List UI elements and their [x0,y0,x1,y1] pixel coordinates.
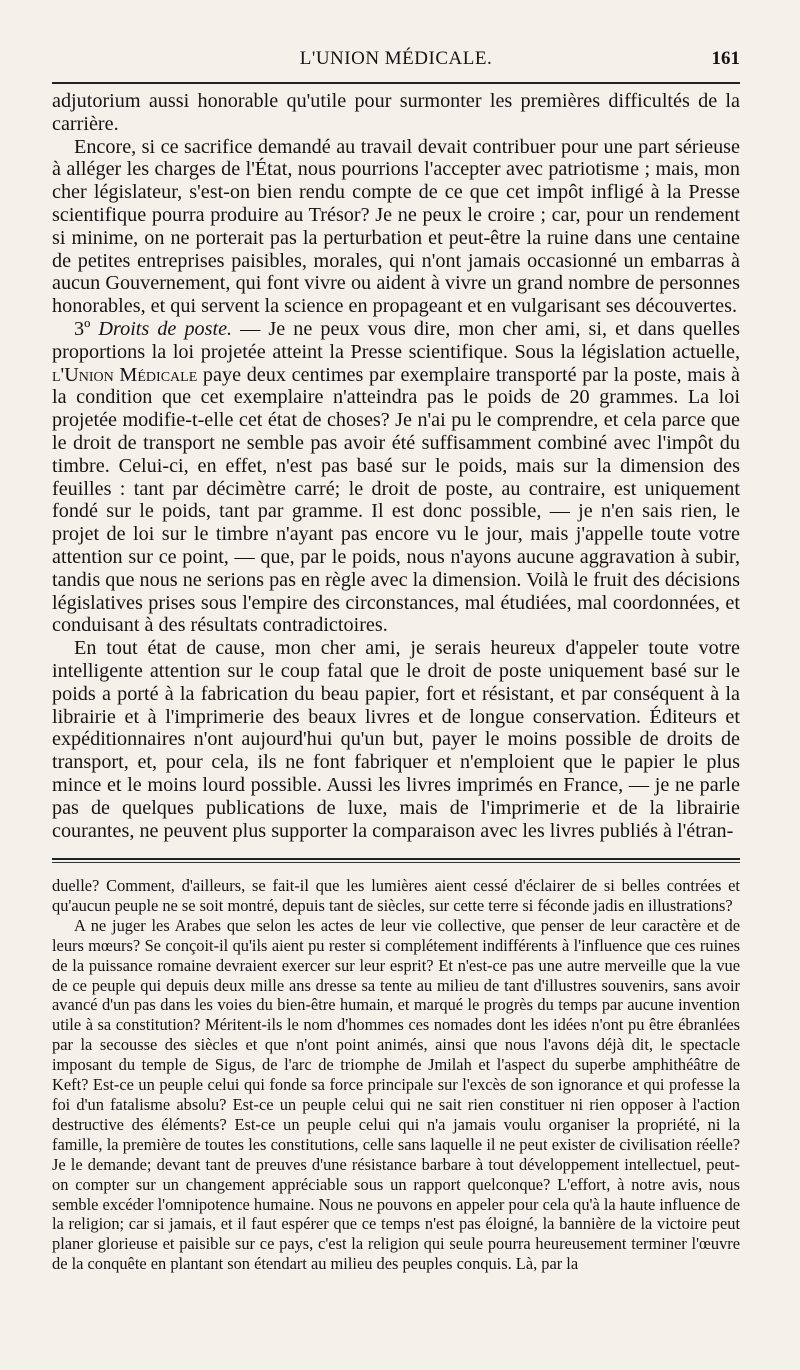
footnote-rule-thick [52,858,740,860]
section-number: 3º [74,317,91,340]
main-text [52,90,740,842]
journal-name: l'Union Médicale [52,363,198,386]
paragraph-3 [52,318,740,637]
footnote-paragraph-1: duelle? Comment, d'ailleurs, se fait-il que les lumières aient cessé d'éclairer de si belles contrées et qu'aucun peuple ne se soit montré, depuis tant de siècles, sur cette terre si féconde jadis en illustrations? [52,876,740,915]
section-heading: Droits de poste. [98,317,233,340]
running-title: L'UNION MÉDICALE. [299,48,493,69]
paragraph-3-part-a: — Je ne peux vous dire, mon cher ami, si, et dans quelles proportions la loi projetée atteint la Presse scientifique. Sous la législation actuelle, [52,317,740,363]
paragraph-3-part-b: paye deux centimes par exemplaire transporté par la poste, mais à la condition que cet exemplaire n'atteindra pas le poids de 20 grammes. La loi projetée modifie-t-elle cet état de choses? Je n'ai pu le comprendre, et cela parce que le droit de transport ne semble pas avoir été suffisamment combiné avec l'impôt du timbre. Celui-ci, en effet, n'est pas basé sur le poids, mais sur la dimension des feuilles : tant par décimètre carré; le droit de poste, au contraire, est uniquement fondé sur le poids, tant par gramme. Il est donc possible, — je n'en sais rien, le projet de loi sur le timbre n'ayant pas encore vu le jour, mais j'appelle toute votre attention sur ce point, — que, par le poids, nous n'ayons aucune aggravation à subir, tandis que nous ne serions pas en règle avec la dimension. Voilà le fruit des décisions législatives prises sous l'empire des circonstances, mal étudiées, mal coordonnées, et conduisant à des résultats contradictoires. [52,363,740,637]
paragraph-4: En tout état de cause, mon cher ami, je serais heureux d'appeler toute votre intelligente attention sur le coup fatal que le droit de poste uniquement basé sur le poids a porté à la fabrication du beau papier, fort et résistant, et par conséquent à la librairie et à l'imprimerie des beaux livres et de longue conservation. Éditeurs et expéditionnaires n'ont aujourd'hui qu'un but, payer le moins possible de droits de transport, et, pour cela, ils ne font fabriquer et n'emploient que le papier le plus mince et le moins lourd possible. Aussi les livres imprimés en France, — je ne parle pas de quelques publications de luxe, mais de l'imprimerie et de la librairie courantes, ne peuvent plus supporter la comparaison avec les livres publiés à l'étran- [52,637,740,842]
footnote-text [52,876,740,1274]
paragraph-1: adjutorium aussi honorable qu'utile pour surmonter les premières difficultés de la carrière. [52,90,740,135]
paragraph-2: Encore, si ce sacrifice demandé au travail devait contribuer pour une part sérieuse à alléger les charges de l'État, nous pourrions l'accepter avec patriotisme ; mais, mon cher législateur, s'est-on bien rendu compte de ce que cet impôt infligé à la Presse scientifique pourra produire au Trésor? Je ne peux le croire ; car, pour un rendement si minime, on ne porterait pas la perturbation et peut-être la ruine dans une centaine de petites entreprises paisibles, morales, qui n'ont jamais occasionné un embarras à aucun Gouvernement, qui font vivre ou aident à vivre un grand nombre de personnes honorables, et qui servent la science en propageant et en vulgarisant ses découvertes. [52,135,740,318]
page-number: 161 [711,48,740,69]
header-rule [52,82,740,84]
footnote-rule-thin [52,862,740,863]
page-header [52,46,740,76]
footnote-paragraph-2: A ne juger les Arabes que selon les actes de leur vie collective, que penser de leur caractère et de leurs mœurs? Se conçoit-il qu'ils aient pu rester si complétement indifférents à l'influence que ces ruines de la puissance romaine devraient exercer sur leur esprit? Et n'est-ce pas une autre merveille que la vue de ce peuple qui depuis deux mille ans dresse sa tente au milieu de tant d'illustres souvenirs, sans avoir avancé d'un pas dans les voies du bien-être humain, et marqué le progrès du temps par aucune invention utile à sa constitution? Méritent-ils le nom d'hommes ces nomades dont les idées n'ont pu être ébranlées par la secousse des siècles et que n'ont point animés, ainsi que nous l'avons déjà dit, le spectacle imposant du temple de Sigus, de l'arc de triomphe de Jmilah et l'aspect du superbe amphithéâtre de Keft? Est-ce un peuple celui qui fonde sa force principale sur l'excès de son ignorance et qui professe la foi d'un fatalisme absolu? Est-ce un peuple celui qui ne sait rien constituer ni rien opposer à l'action destructive des éléments? Est-ce un peuple celui qui n'a jamais voulu organiser la propriété, ni la famille, la première de toutes les constitutions, celle sans laquelle il ne peut exister de civilisation réelle? Je le demande; devant tant de preuves d'une résistance barbare à tout développement intellectuel, peut-on compter sur un changement appréciable sous un rapport quelconque? L'effort, à notre avis, nous semble excéder l'omnipotence humaine. Nous ne pouvons en appeler pour cela qu'à la haute influence de la religion; car si jamais, et il faut espérer que ce temps n'est pas éloigné, la bannière de la victoire peut planer glorieuse et paisible sur ce pays, c'est la religion qui seule pourra heureusement terminer l'œuvre de la conquête en plantant son étendart au milieu des peuples conquis. Là, par la [52,915,740,1274]
